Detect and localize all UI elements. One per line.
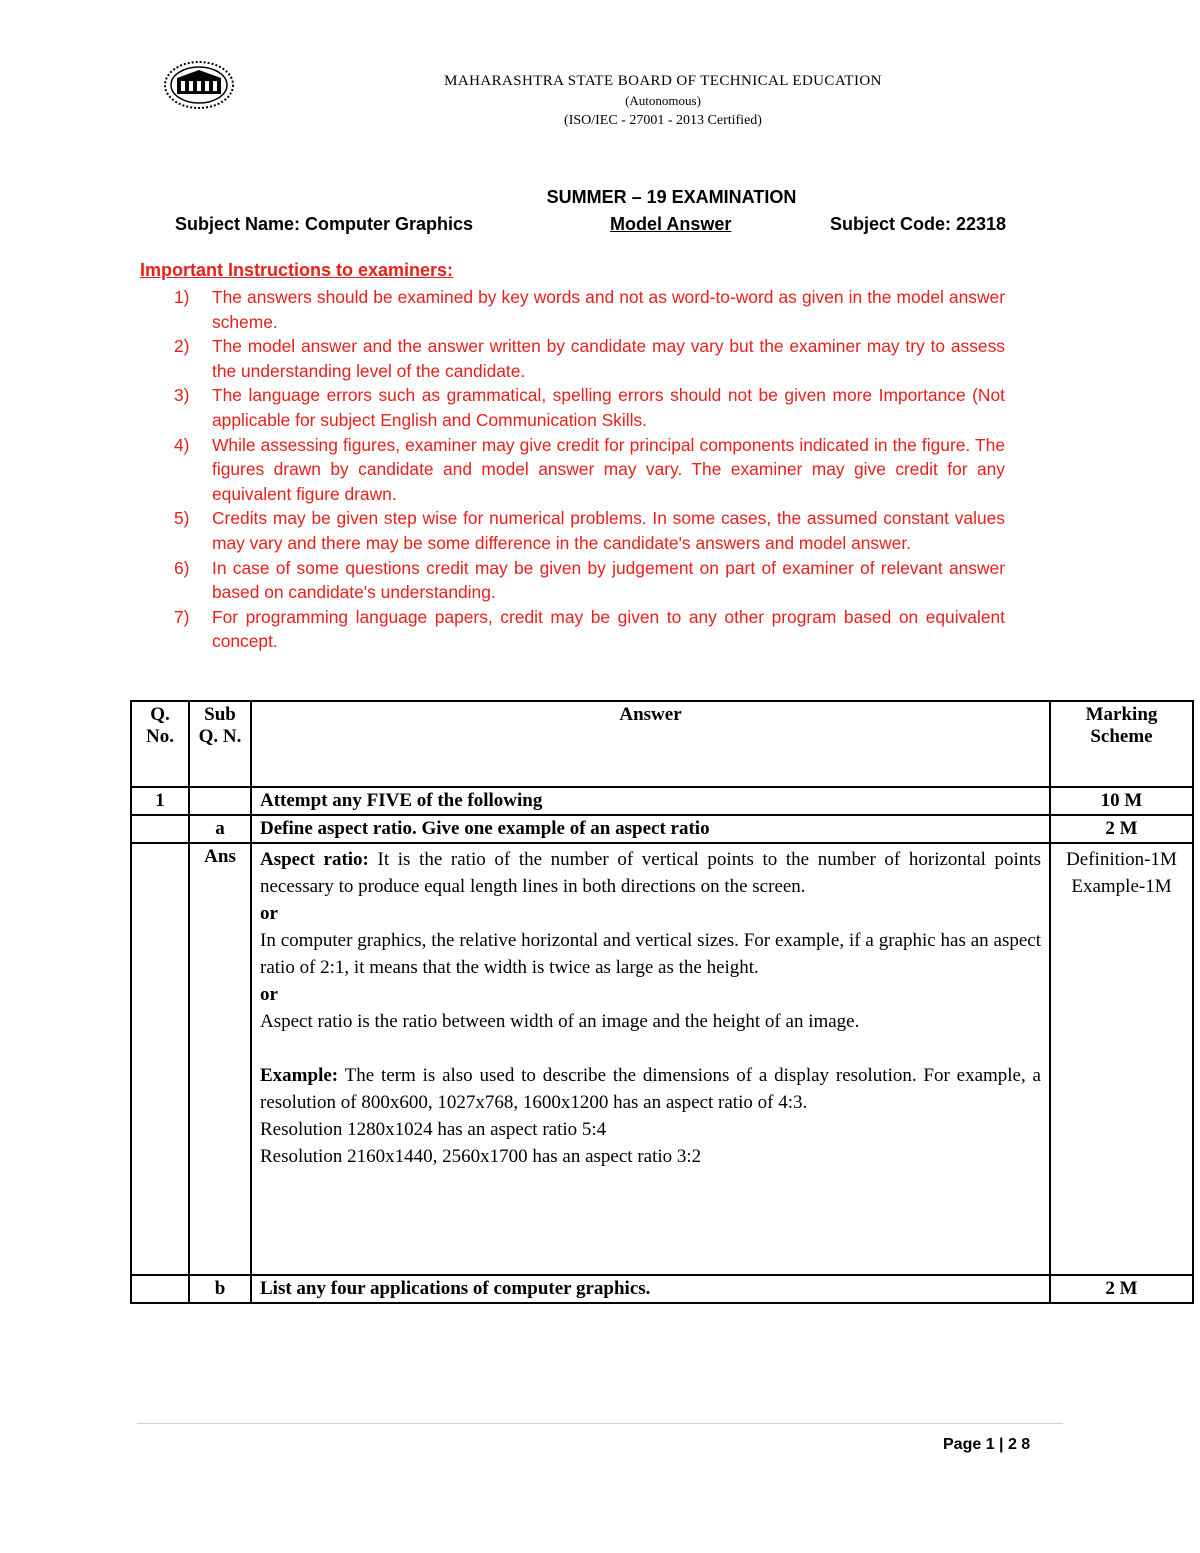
header-marking: Marking Scheme: [1050, 701, 1193, 787]
instruction-item: 4) While assessing figures, examiner may give credit for principal components indicated in the figure. The figures drawn by candidate and model answer may vary. The examiner may give credit for any equivalent figure drawn.: [174, 434, 1005, 504]
msbte-logo: [163, 60, 235, 110]
page-number: Page 1 | 2 8: [943, 1436, 1031, 1453]
table-row-answer: Ans Aspect ratio: It is the ratio of the number of vertical points to the number of horizontal points necessary to produce equal length lines in both directions on the screen. or In computer graphics, the relative horizontal and vertical sizes. For example, if a graphic has an aspect ratio of 2:1, it means that the width is twice as large as the height. or Aspect ratio is the ratio between width of an image and the height of an image. Example: The term is also used to describe the dimensions of a display resolution. For example, a resolution of 800x600, 1027x768, 1600x1200 has an aspect ratio of 4:3. Resolution 1280x1024 has an aspect ratio 5:4 Resolution 2160x1440, 2560x1700 has an aspect ratio 3:2 Definition-1M Example-1M: [131, 843, 1193, 1275]
exam-title: SUMMER – 19 EXAMINATION: [546, 187, 797, 207]
instruction-item: 6) In case of some questions credit may be given by judgement on part of examiner of relevant answer based on candidate's understanding.: [174, 557, 1005, 603]
subject-code: Subject Code: 22318: [830, 214, 1007, 234]
instruction-item: 3) The language errors such as grammatical, spelling errors should not be given more Importance (Not applicable for subject English and Communication Skills.: [174, 385, 1005, 430]
table-row: 1 Attempt any FIVE of the following 10 M: [131, 787, 1193, 815]
autonomous-label: (Autonomous): [625, 93, 701, 108]
header-qno: Q. No.: [131, 701, 189, 787]
subject-name: Subject Name: Computer Graphics: [175, 214, 474, 234]
instruction-item: 7) For programming language papers, credit may be given to any other program based on equivalent concept.: [174, 606, 1005, 652]
table-row: b List any four applications of computer graphics. 2 M: [131, 1275, 1193, 1303]
instruction-item: 5) Credits may be given step wise for numerical problems. In some cases, the assumed constant values may vary and there may be some difference in the candidate's answers and model answer.: [174, 508, 1005, 553]
answer-content: Aspect ratio: It is the ratio of the number of vertical points to the number of horizontal points necessary to produce equal length lines in both directions on the screen. or In computer graphics, the relative horizontal and vertical sizes. For example, if a graphic has an aspect ratio of 2:1, it means that the width is twice as large as the height. or Aspect ratio is the ratio between width of an image and the height of an image. Example: The term is also used to describe the dimensions of a display resolution. For example, a resolution of 800x600, 1027x768, 1600x1200 has an aspect ratio of 4:3. Resolution 1280x1024 has an aspect ratio 5:4 Resolution 2160x1440, 2560x1700 has an aspect ratio 3:2: [251, 843, 1050, 1275]
instruction-item: 1) The answers should be examined by key words and not as word-to-word as given in the model answer scheme.: [174, 287, 1005, 332]
iso-certification: (ISO/IEC - 27001 - 2013 Certified): [564, 113, 762, 128]
header-answer: Answer: [251, 701, 1050, 787]
model-answer-label: Model Answer: [610, 214, 732, 234]
instruction-item: 2) The model answer and the answer written by candidate may vary but the examiner may try to assess the understanding level of the candidate.: [174, 336, 1005, 381]
answer-table: [130, 700, 1194, 1304]
instructions-list: [172, 285, 1005, 654]
table-row: a Define aspect ratio. Give one example of an aspect ratio 2 M: [131, 815, 1193, 843]
instructions-title: Important Instructions to examiners:: [140, 260, 454, 280]
answer-marks: Definition-1M Example-1M: [1050, 843, 1193, 1275]
footer-divider: [137, 1423, 1063, 1424]
table-header-row: [131, 701, 1193, 787]
header-subq: Sub Q. N.: [189, 701, 251, 787]
board-name: MAHARASHTRA STATE BOARD OF TECHNICAL EDUCATION: [444, 73, 882, 89]
